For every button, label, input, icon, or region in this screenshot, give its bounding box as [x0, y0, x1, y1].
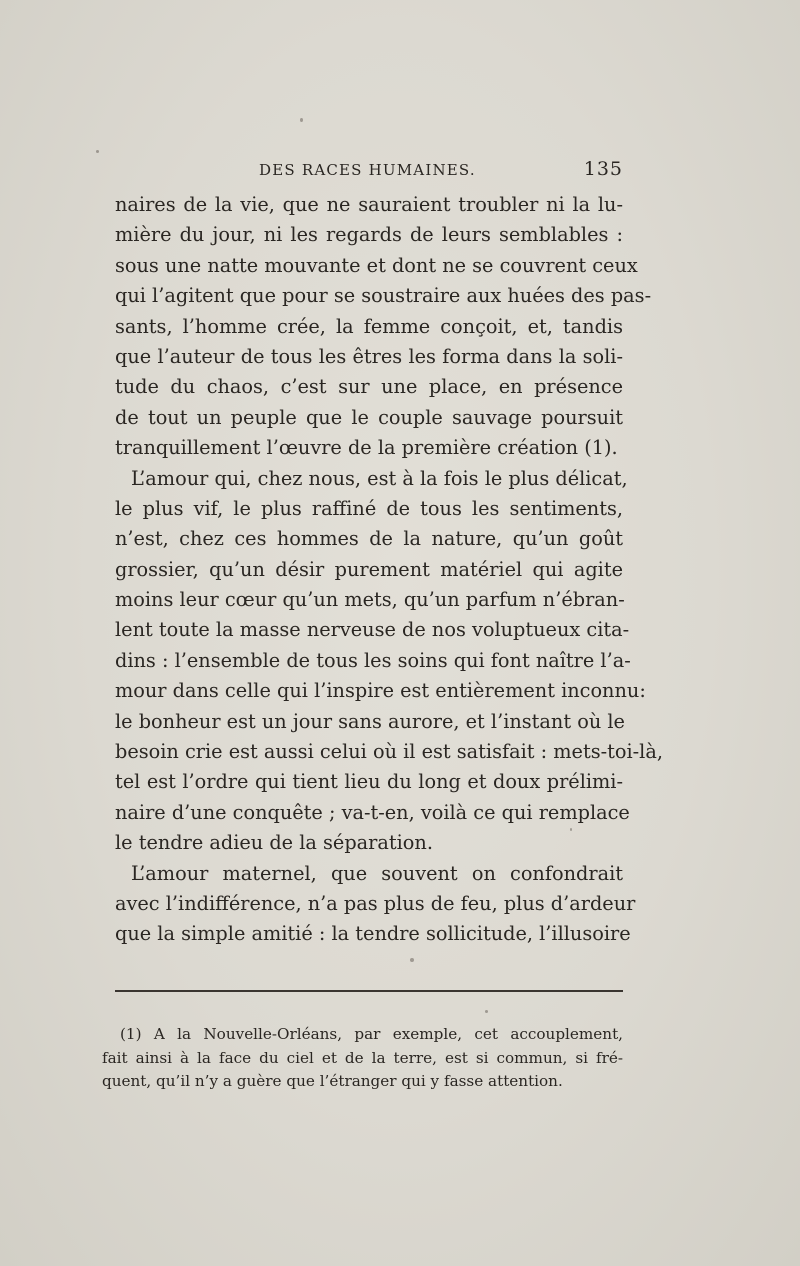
- footnote: [102, 1023, 623, 1094]
- paper-speck: [96, 150, 99, 153]
- text-line: grossier, qu’un désir purement matériel qui agite: [115, 557, 623, 581]
- page-number: 135: [583, 158, 623, 180]
- text-line: naires de la vie, que ne sauraient troubler ni la lu-: [115, 193, 623, 216]
- text-line: n’est, chez ces hommes de la nature, qu’un goût: [115, 527, 623, 551]
- text-line: tude du chaos, c’est sur une place, en présence: [115, 375, 623, 399]
- text-line: tel est l’ordre qui tient lieu du long et doux prélimi-: [115, 770, 623, 794]
- text-line: besoin crie est aussi celui où il est satisfait : mets-toi-là,: [115, 740, 663, 764]
- paper-speck: [410, 958, 414, 962]
- running-head: DES RACES HUMAINES.: [259, 161, 476, 179]
- text-line: le bonheur est un jour sans aurore, et l’instant où le: [115, 709, 625, 733]
- paper-speck: [300, 118, 303, 122]
- text-line: tranquillement l’œuvre de la première création (1).: [115, 436, 618, 460]
- text-line: que la simple amitié : la tendre sollicitude, l’illusoire: [115, 922, 631, 946]
- footnote-line: (1) A la Nouvelle-Orléans, par exemple, cet accouplement,: [120, 1025, 623, 1043]
- text-line: avec l’indifférence, n’a pas plus de feu, plus d’ardeur: [115, 891, 636, 915]
- text-line: lent toute la masse nerveuse de nos voluptueux cita-: [115, 618, 630, 642]
- text-line: moins leur cœur qu’un mets, qu’un parfum n’ébran-: [115, 588, 625, 612]
- footnote-divider: [115, 990, 623, 992]
- text-line: mour dans celle qui l’inspire est entièrement inconnu:: [115, 679, 646, 703]
- paragraph-start-line: L’amour qui, chez nous, est à la fois le plus délicat,: [131, 466, 628, 490]
- text-line: le plus vif, le plus raffiné de tous les sentiments,: [115, 496, 623, 520]
- page-header: [115, 158, 623, 186]
- text-line: que l’auteur de tous les êtres les forma dans la soli-: [115, 344, 623, 368]
- text-line: mière du jour, ni les regards de leurs semblables :: [115, 223, 623, 247]
- text-line: sous une natte mouvante et dont ne se couvrent ceux: [115, 253, 638, 277]
- footnote-line: fait ainsi à la face du ciel et de la terre, est si commun, si fré-: [102, 1048, 623, 1067]
- paper-speck: [485, 1010, 488, 1013]
- text-line: dins : l’ensemble de tous les soins qui font naître l’a-: [115, 648, 631, 672]
- main-text: [115, 190, 663, 950]
- text-line: naire d’une conquête ; va-t-en, voilà ce qui remplace: [115, 800, 630, 824]
- text-line: qui l’agitent que pour se soustraire aux huées des pas-: [115, 284, 652, 308]
- paper-speck: [570, 828, 572, 831]
- text-line: le tendre adieu de la séparation.: [115, 831, 433, 855]
- footnote-line: quent, qu’il n’y a guère que l’étranger qui y fasse attention.: [102, 1072, 563, 1091]
- text-line: de tout un peuple que le couple sauvage poursuit: [115, 405, 623, 429]
- paragraph-start-line: L’amour maternel, que souvent on confondrait: [131, 861, 623, 885]
- text-line: sants, l’homme crée, la femme conçoit, et, tandis: [115, 314, 623, 338]
